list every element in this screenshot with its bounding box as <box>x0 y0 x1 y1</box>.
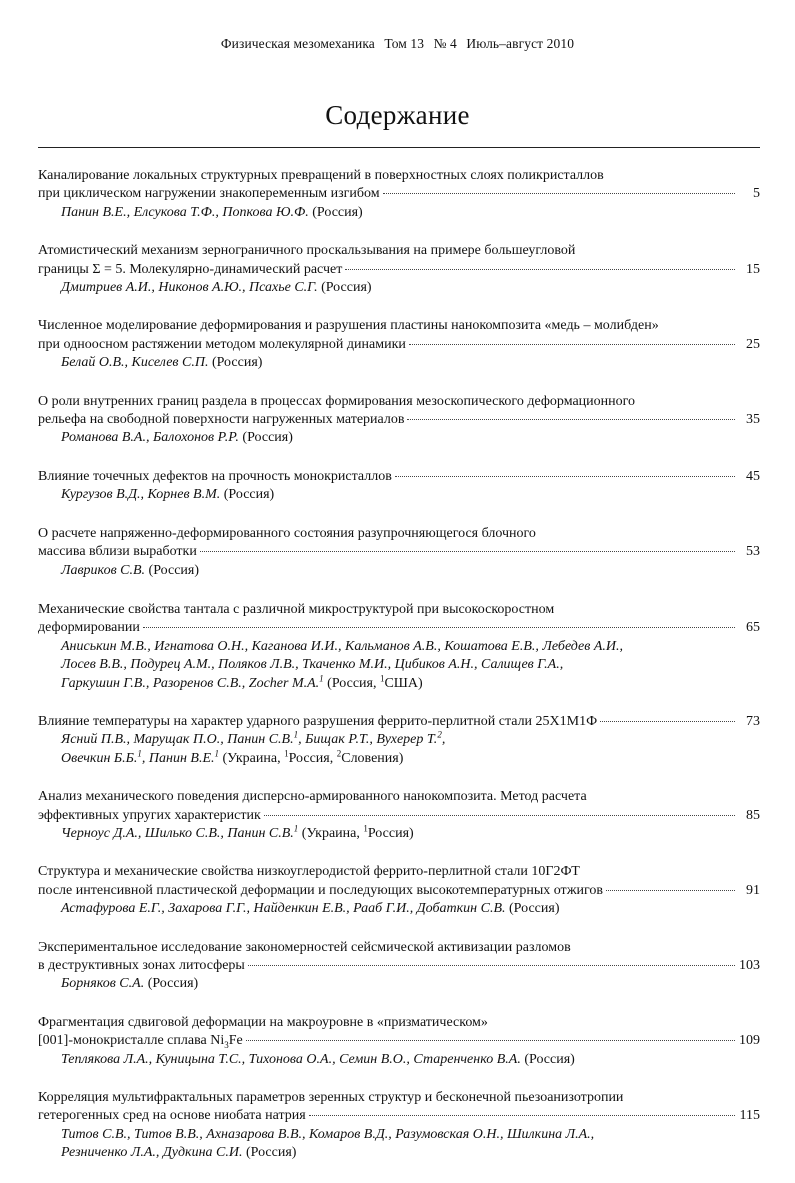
dot-leader <box>264 815 735 816</box>
page-number[interactable]: 73 <box>746 713 760 729</box>
entry-title-line: границы Σ = 5. Молекулярно-динамический расчет <box>38 261 343 277</box>
entry-authors: Черноус Д.А., Шилько С.В., Панин С.В.$^1$ (Украина, $^1$Россия) <box>61 823 414 841</box>
entry-country: (Россия) <box>148 562 200 578</box>
dot-leader <box>600 721 735 722</box>
toc-entry[interactable] <box>38 317 760 372</box>
toc-entry[interactable] <box>38 525 760 580</box>
entry-title-line: [001]-монокристалле сплава $Ni_3Fe$ <box>38 1033 243 1051</box>
page-number[interactable]: 25 <box>746 336 760 352</box>
toc-entry[interactable] <box>38 939 760 994</box>
entry-authors: Овечкин Б.Б.$^1$, Панин В.Е.$^1$ (Украина, $^1$Россия, $^2$Словения) <box>61 748 404 766</box>
entry-title-line: рельефа на свободной поверхности нагруженных материалов <box>38 412 405 428</box>
entry-title-line: Фрагментация сдвиговой деформации на макроуровне в «призматическом» <box>38 1014 488 1030</box>
entry-authors: Титов С.В., Титов В.В., Ахназарова В.В., Комаров В.Д., Разумовская О.Н., Шилкина Л.А., <box>61 1126 595 1142</box>
entry-country: (Россия) <box>312 204 363 220</box>
page-number[interactable]: 35 <box>746 412 760 428</box>
entry-country: (Россия) <box>509 901 560 917</box>
entry-country: (Украина, $^1$Россия) <box>301 823 414 841</box>
entry-country: (Россия) <box>211 355 263 371</box>
entry-authors: Лавриков С.В. (Россия) <box>61 562 200 578</box>
page-number[interactable]: 65 <box>746 620 760 636</box>
toc-entry[interactable] <box>38 242 760 297</box>
page-number[interactable]: 53 <box>746 544 760 560</box>
page-number[interactable]: 103 <box>739 958 760 973</box>
dot-leader <box>395 476 735 477</box>
journal-volume: Том 13 <box>384 36 425 51</box>
entry-title-line: массива вблизи выработки <box>38 544 197 560</box>
title-divider <box>38 147 760 148</box>
toc-entry[interactable] <box>38 393 760 448</box>
toc-entry[interactable] <box>38 1014 760 1069</box>
entry-title-line: при одноосном растяжении методом молекулярной динамики <box>38 336 406 352</box>
toc-entry[interactable] <box>38 788 760 843</box>
dot-leader <box>407 419 735 420</box>
page-number[interactable]: 115 <box>739 1108 760 1124</box>
dot-leader <box>200 551 735 552</box>
entry-authors: Аниськин М.В., Игнатова О.Н., Каганова И.И., Кальманов А.В., Кошатова Е.В., Лебедев А.И., <box>61 638 624 654</box>
entry-authors: Резниченко Л.А., Дудкина С.И. (Россия) <box>61 1145 297 1161</box>
journal-issue: № 4 <box>433 36 457 51</box>
dot-leader <box>246 1040 735 1041</box>
entry-title-line: эффективных упругих характеристик <box>38 807 261 823</box>
entry-authors: Кургузов В.Д., Корнев В.М. (Россия) <box>61 487 275 503</box>
entry-title-line: Атомистический механизм зернограничного проскальзывания на примере большеугловой <box>38 243 576 259</box>
page-number[interactable]: 109 <box>739 1033 760 1049</box>
page-title: Содержание <box>325 100 470 130</box>
entry-authors: Теплякова Л.А., Куницына Т.С., Тихонова О.А., Семин В.О., Старенченко В.А. (Россия) <box>61 1051 575 1067</box>
entry-authors: Панин В.Е., Елсукова Т.Ф., Попкова Ю.Ф. (Россия) <box>61 204 363 220</box>
dot-leader <box>248 965 735 966</box>
entry-authors: Романова В.А., Балохонов Р.Р. (Россия) <box>61 430 293 446</box>
entry-title-line: Каналирование локальных структурных превращений в поверхностных слоях поликристаллов <box>38 168 604 183</box>
entry-country: (Россия) <box>147 976 199 992</box>
entry-authors: Лосев В.В., Подурец А.М., Поляков Л.В., Ткаченко М.И., Цибиков А.Н., Салищев Г.А., <box>61 657 564 673</box>
toc-entry[interactable] <box>38 713 760 768</box>
entry-title-line: О расчете напряженно-деформированного состояния разупрочняющегося блочного <box>38 525 536 541</box>
entry-title-line: Структура и механические свойства низкоуглеродистой феррито-перлитной стали 10Г2ФТ <box>38 864 580 880</box>
entry-country: (Россия) <box>524 1051 575 1067</box>
entry-title-line: в деструктивных зонах литосферы <box>38 958 245 973</box>
dot-leader <box>383 193 735 194</box>
dot-leader <box>143 627 735 628</box>
entry-title-line: О роли внутренних границ раздела в процессах формирования мезоскопического деформационного <box>38 393 636 409</box>
entry-title-line: Влияние температуры на характер ударного разрушения феррито-перлитной стали 25Х1М1Ф <box>38 713 598 729</box>
entry-title-line: Экспериментальное исследование закономерностей сейсмической активизации разломов <box>38 939 571 955</box>
dot-leader <box>409 344 735 345</box>
entry-country: (Россия, $^1$США) <box>327 672 423 691</box>
page-number[interactable]: 5 <box>753 186 760 202</box>
dot-leader <box>606 890 735 891</box>
entry-authors: Дмитриев А.И., Никонов А.Ю., Псахье С.Г. (Россия) <box>61 280 372 296</box>
page-number[interactable]: 15 <box>746 261 760 277</box>
entry-title-line: после интенсивной пластической деформации и последующих высокотемпературных отжигов <box>38 882 604 898</box>
entry-authors: Астафурова Е.Г., Захарова Г.Г., Найденкин Е.В., Рааб Г.И., Добаткин С.В. (Россия) <box>61 901 560 917</box>
toc-entry[interactable] <box>38 1089 760 1163</box>
entry-title-line: гетерогенных сред на основе ниобата натрия <box>38 1108 306 1124</box>
journal-header <box>0 36 795 52</box>
toc-entry[interactable] <box>38 167 760 222</box>
entry-country: (Россия) <box>321 280 372 296</box>
toc-entry[interactable] <box>38 468 760 505</box>
entry-title-line: при циклическом нагружении знакопеременным изгибом <box>38 186 380 202</box>
table-of-contents <box>38 167 760 1183</box>
page-number[interactable]: 91 <box>746 882 760 898</box>
toc-entry[interactable] <box>38 863 760 918</box>
entry-country: (Украина, $^1$Россия, $^2$Словения) <box>222 748 404 766</box>
page-number[interactable]: 85 <box>746 807 760 823</box>
dot-leader <box>345 269 735 270</box>
journal-name: Физическая мезомеханика <box>220 36 375 51</box>
entry-title-line: Механические свойства тантала с различной микроструктурой при высокоскоростном <box>38 601 555 617</box>
entry-authors: Гаркушин Г.В., Разоренов С.В., Zocher M.A.$^1$ (Россия, $^1$США) <box>61 672 423 691</box>
entry-authors: Борняков С.А. (Россия) <box>61 976 199 992</box>
entry-authors: Белай О.В., Киселев С.П. (Россия) <box>61 355 263 371</box>
entry-country: (Россия) <box>223 487 275 503</box>
toc-entry[interactable] <box>38 601 760 693</box>
entry-title-line: деформировании <box>38 620 140 636</box>
entry-authors: Ясний П.В., Марущак П.О., Панин С.В.$^1$, Бищак Р.Т., Вухерер Т.$^2$, <box>61 729 446 748</box>
entry-title-line: Корреляция мультифрактальных параметров зеренных структур и бесконечной пьезоанизотропии <box>38 1090 624 1106</box>
entry-title-line: Влияние точечных дефектов на прочность монокристаллов <box>38 468 392 484</box>
entry-country: (Россия) <box>242 430 293 446</box>
entry-title-line: Анализ механического поведения дисперсно-армированного нанокомпозита. Метод расчета <box>38 789 587 805</box>
dot-leader <box>309 1115 735 1116</box>
entry-title-line: Численное моделирование деформирования и разрушения пластины нанокомпозита «медь – молибден» <box>38 318 659 334</box>
journal-period: Июль–август 2010 <box>466 36 575 51</box>
page-number[interactable]: 45 <box>746 468 760 484</box>
entry-country: (Россия) <box>245 1145 297 1161</box>
